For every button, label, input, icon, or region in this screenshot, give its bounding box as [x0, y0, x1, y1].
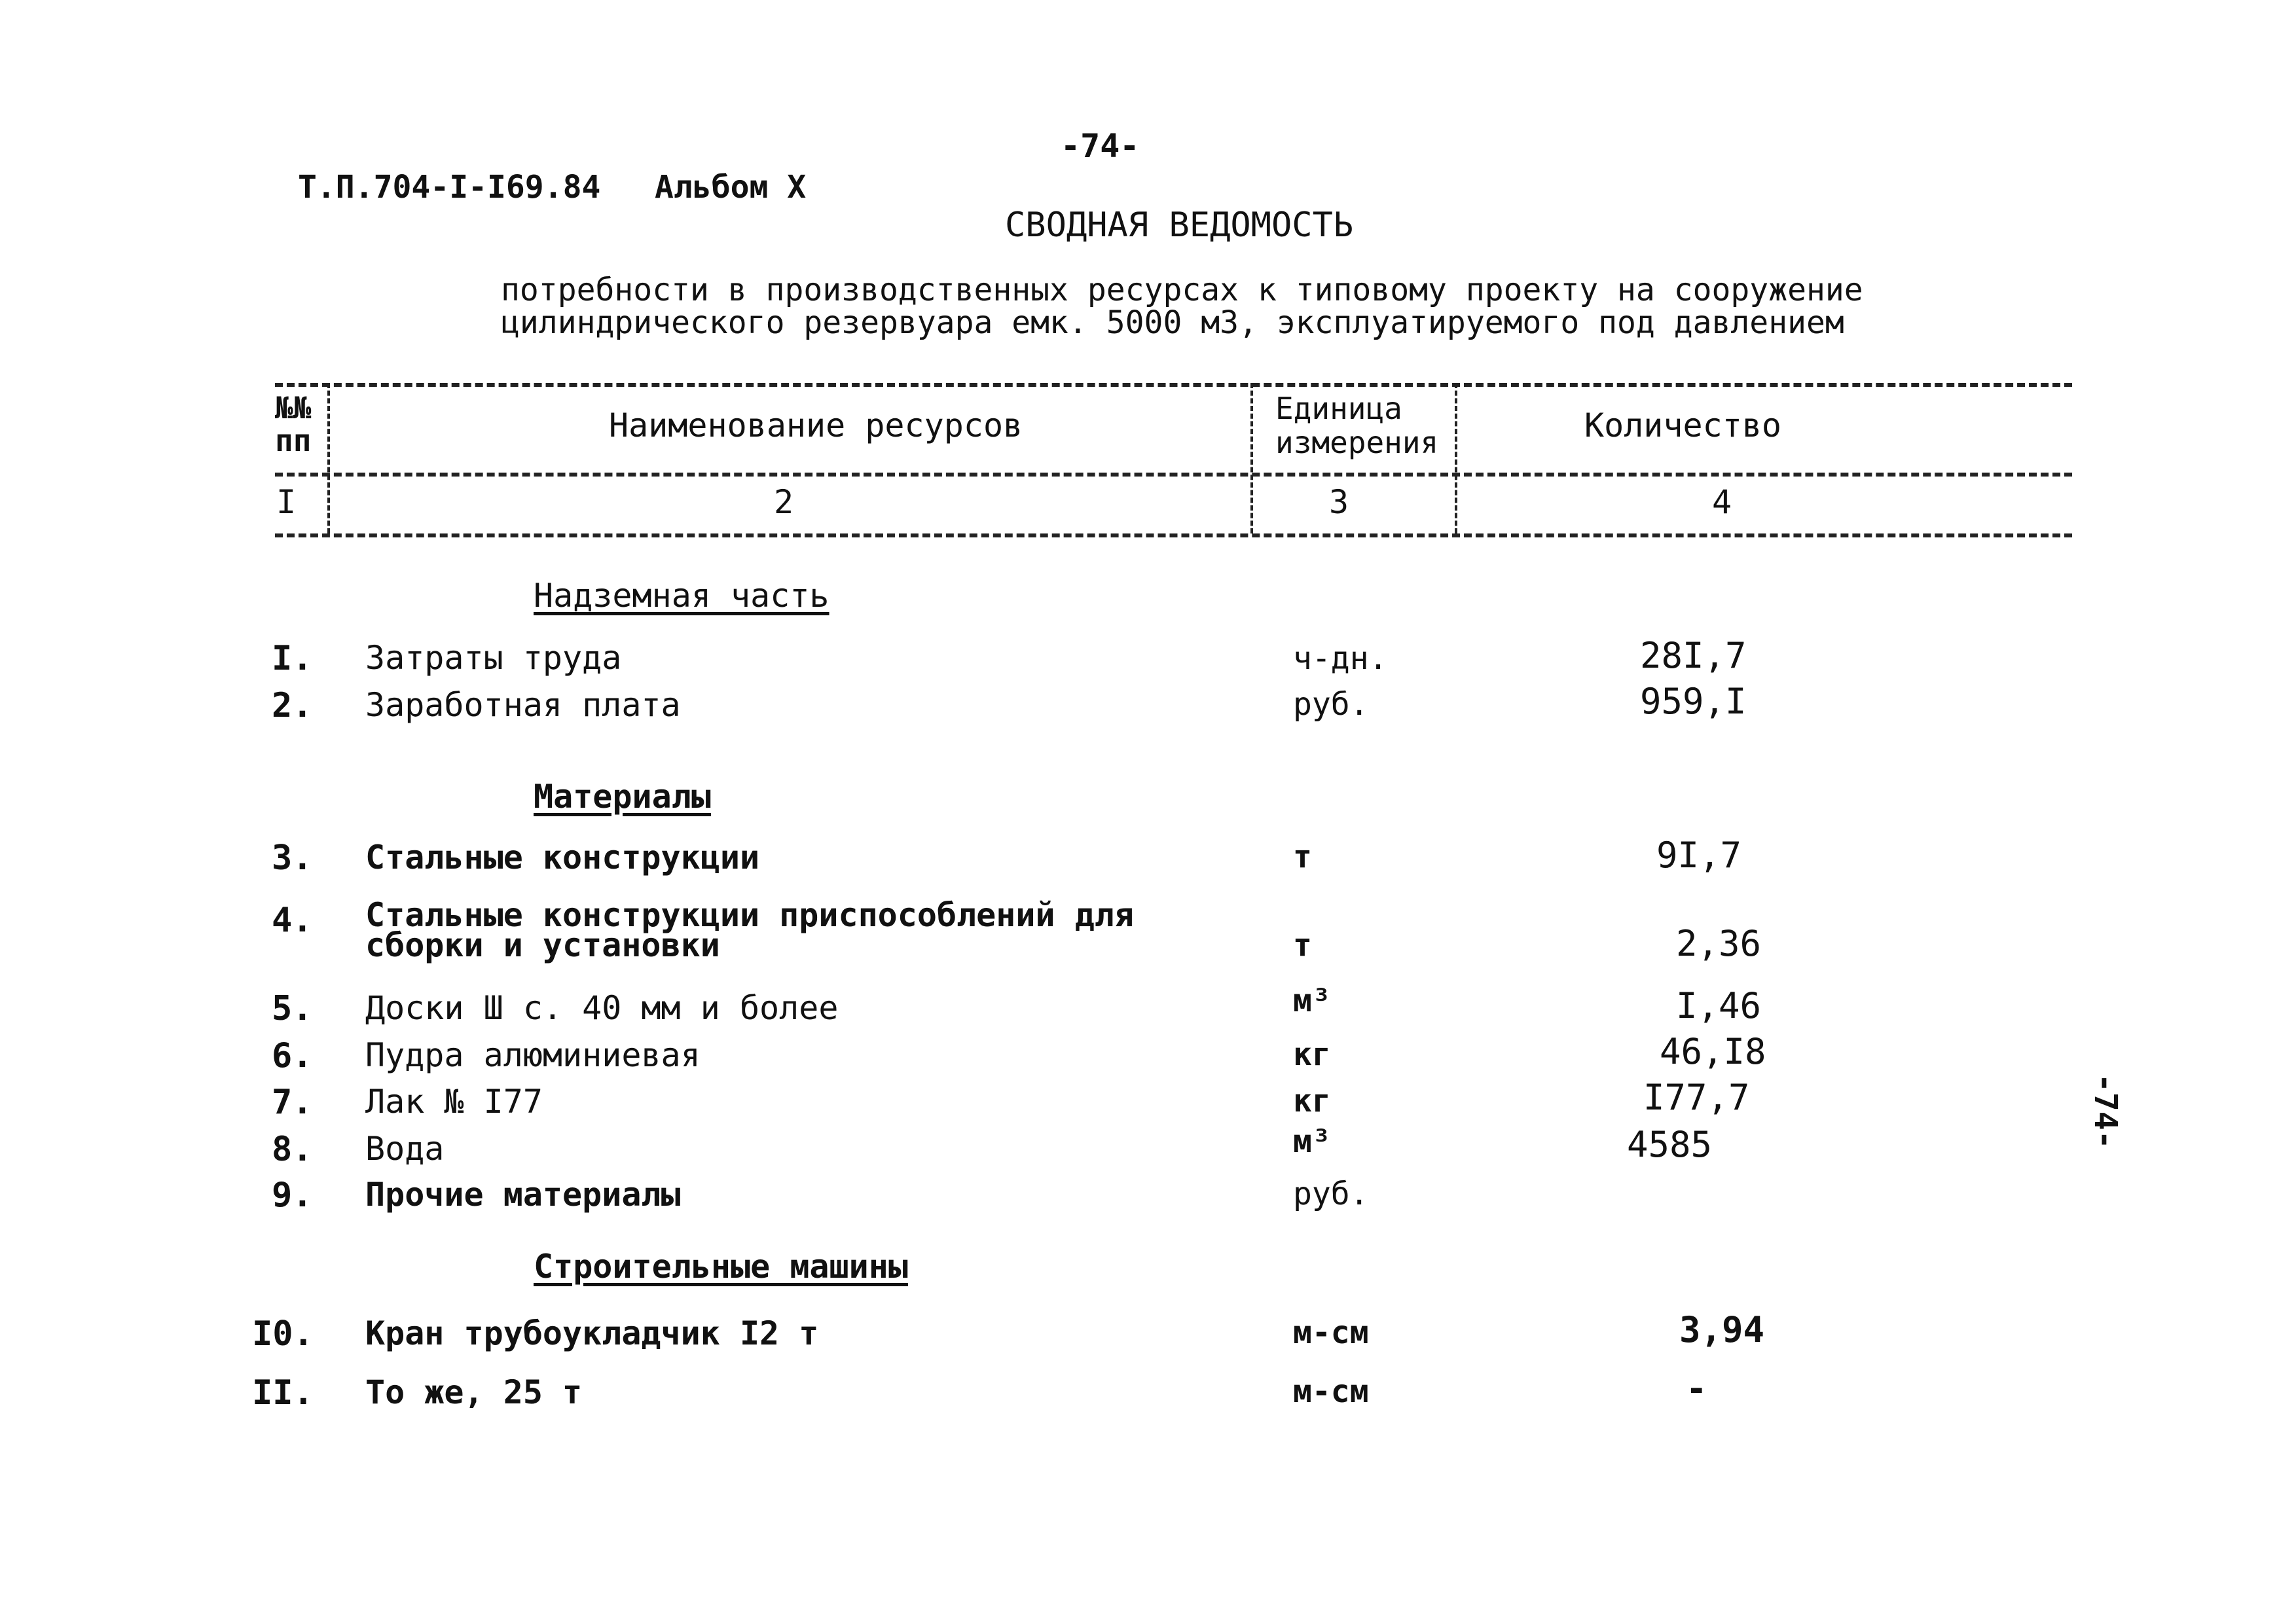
- row-number: 2.: [272, 686, 313, 725]
- header-col-unit: Единица измерения: [1275, 391, 1439, 460]
- row-unit: руб.: [1293, 1176, 1369, 1212]
- header-num-1: I: [276, 483, 297, 521]
- subtitle-line-2: цилиндрического резервуара емк. 5000 м3, эксплуатируемого под давлением: [501, 304, 1844, 341]
- col-divider-1: [327, 383, 330, 533]
- row-number: 7.: [272, 1083, 313, 1122]
- row-unit: м³: [1293, 983, 1331, 1019]
- row-name: Заработная плата: [365, 686, 681, 724]
- row-unit: м³: [1293, 1123, 1331, 1160]
- row-number: II.: [252, 1373, 314, 1413]
- row-name: Пудра алюминиевая: [365, 1036, 701, 1074]
- row-unit: кг: [1293, 1083, 1331, 1119]
- row-quantity: 3,94: [1679, 1309, 1765, 1350]
- row-quantity: 2,36: [1676, 923, 1762, 964]
- row-name: Стальные конструкции: [365, 839, 760, 876]
- header-col-quantity: Количество: [1584, 406, 1782, 444]
- row-name: Доски Ш с. 40 мм и более: [365, 989, 839, 1027]
- header-num-2: 2: [774, 483, 794, 521]
- document-code: Т.П.704-I-I69.84: [298, 169, 601, 206]
- row-unit: ч-дн.: [1293, 640, 1388, 677]
- row-number: 6.: [272, 1036, 313, 1075]
- table-mid-rule: [275, 473, 2072, 477]
- row-quantity: 4585: [1627, 1124, 1713, 1165]
- row-quantity: I,46: [1676, 985, 1762, 1026]
- row-name: Стальные конструкции приспособлений для сборки и установки: [365, 896, 1134, 964]
- row-name: Кран трубоукладчик I2 т: [365, 1314, 819, 1352]
- row-name: Вода: [365, 1130, 445, 1168]
- page-number: -74-: [1061, 127, 1140, 165]
- subtitle-line-1: потребности в производственных ресурсах к типовому проекту на сооружение: [501, 272, 1863, 308]
- row-name: Прочие материалы: [365, 1176, 681, 1214]
- table-bottom-rule: [275, 533, 2072, 537]
- row-quantity: 46,I8: [1660, 1031, 1766, 1072]
- side-page-number: -74-: [2087, 1074, 2124, 1149]
- row-number: I.: [272, 639, 313, 678]
- row-quantity: -: [1686, 1368, 1707, 1409]
- header-num-4: 4: [1712, 483, 1732, 521]
- row-name: Затраты труда: [365, 639, 622, 677]
- row-quantity: 959,I: [1640, 681, 1747, 722]
- row-number: I0.: [252, 1314, 314, 1354]
- header-col-name: Наименование ресурсов: [609, 406, 1023, 444]
- row-number: 4.: [272, 901, 313, 940]
- row-quantity: I77,7: [1643, 1077, 1750, 1118]
- document-title: СВОДНАЯ ВЕДОМОСТЬ: [1005, 206, 1354, 245]
- section-title: Материалы: [534, 778, 711, 816]
- col-divider-3: [1455, 383, 1457, 533]
- document-subtitle: [501, 274, 1863, 339]
- row-unit: т: [1293, 927, 1312, 964]
- row-number: 3.: [272, 839, 313, 878]
- section-title: Надземная часть: [534, 577, 829, 615]
- table-top-rule: [275, 383, 2072, 387]
- row-number: 5.: [272, 989, 313, 1028]
- row-name: То же, 25 т: [365, 1373, 583, 1411]
- row-unit: кг: [1293, 1036, 1331, 1073]
- header-num-3: 3: [1329, 483, 1349, 521]
- row-name: Лак № I77: [365, 1083, 543, 1121]
- row-unit: м-см: [1293, 1373, 1369, 1410]
- row-quantity: 9I,7: [1656, 835, 1742, 876]
- row-number: 9.: [272, 1176, 313, 1215]
- row-unit: м-см: [1293, 1314, 1369, 1351]
- row-unit: т: [1293, 839, 1312, 875]
- row-quantity: 28I,7: [1640, 635, 1747, 676]
- row-number: 8.: [272, 1130, 313, 1169]
- album-label: Альбом X: [655, 169, 807, 206]
- row-unit: руб.: [1293, 686, 1369, 723]
- header-col-number: №№ пп: [275, 390, 312, 458]
- section-title: Строительные машины: [534, 1248, 908, 1286]
- col-divider-2: [1250, 383, 1253, 533]
